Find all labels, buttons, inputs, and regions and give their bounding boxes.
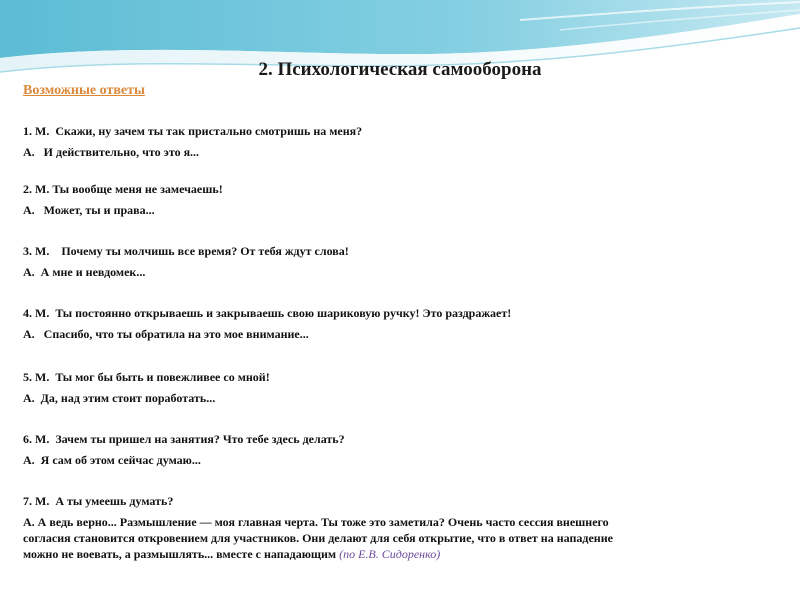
answer-text: А. А мне и невдомек...: [23, 265, 146, 279]
qa-item-2: [23, 181, 783, 218]
answer-text: А. Спасибо, что ты обратила на это мое внимание...: [23, 327, 309, 341]
qa-item-3: [23, 243, 783, 280]
qa-item-5: [23, 369, 783, 406]
question-text: 1. М. Скажи, ну зачем ты так пристально смотришь на меня?: [23, 124, 363, 138]
question-text: 7. М. А ты умеешь думать?: [23, 494, 174, 508]
qa-item-6: [23, 431, 783, 468]
qa-item-1: [23, 123, 783, 160]
answer-text: А. Может, ты и права...: [23, 203, 155, 217]
slide-title: 2. Психологическая самооборона: [258, 59, 542, 80]
qa-item-7: [23, 493, 783, 562]
answer-text: А. Я сам об этом сейчас думаю...: [23, 453, 201, 467]
answer-text: А. Да, над этим стоит поработать...: [23, 391, 216, 405]
question-text: 4. М. Ты постоянно открываешь и закрываешь свою шариковую ручку! Это раздражает!: [23, 306, 512, 320]
question-text: 5. М. Ты мог бы быть и повежливее со мной!: [23, 370, 270, 384]
answer-text: А. И действительно, что это я...: [23, 145, 200, 159]
answer-text: А. А ведь верно... Размышление — моя главная черта. Ты тоже это заметила? Очень часто сессия внешнего согласия становится откровением для участников. Они делают для себя открытие, что в ответ на нападение можно не воевать, а размышлять... вместе с нападающим: [23, 515, 613, 561]
source-citation: (по Е.В. Сидоренко): [336, 547, 441, 561]
question-text: 3. М. Почему ты молчишь все время? От тебя ждут слова!: [23, 244, 349, 258]
section-subtitle: Возможные ответы: [23, 83, 145, 98]
answer-paragraph: [23, 514, 783, 562]
question-text: 2. М. Ты вообще меня не замечаешь!: [23, 182, 223, 196]
qa-item-4: [23, 305, 783, 342]
question-text: 6. М. Зачем ты пришел на занятия? Что тебе здесь делать?: [23, 432, 345, 446]
